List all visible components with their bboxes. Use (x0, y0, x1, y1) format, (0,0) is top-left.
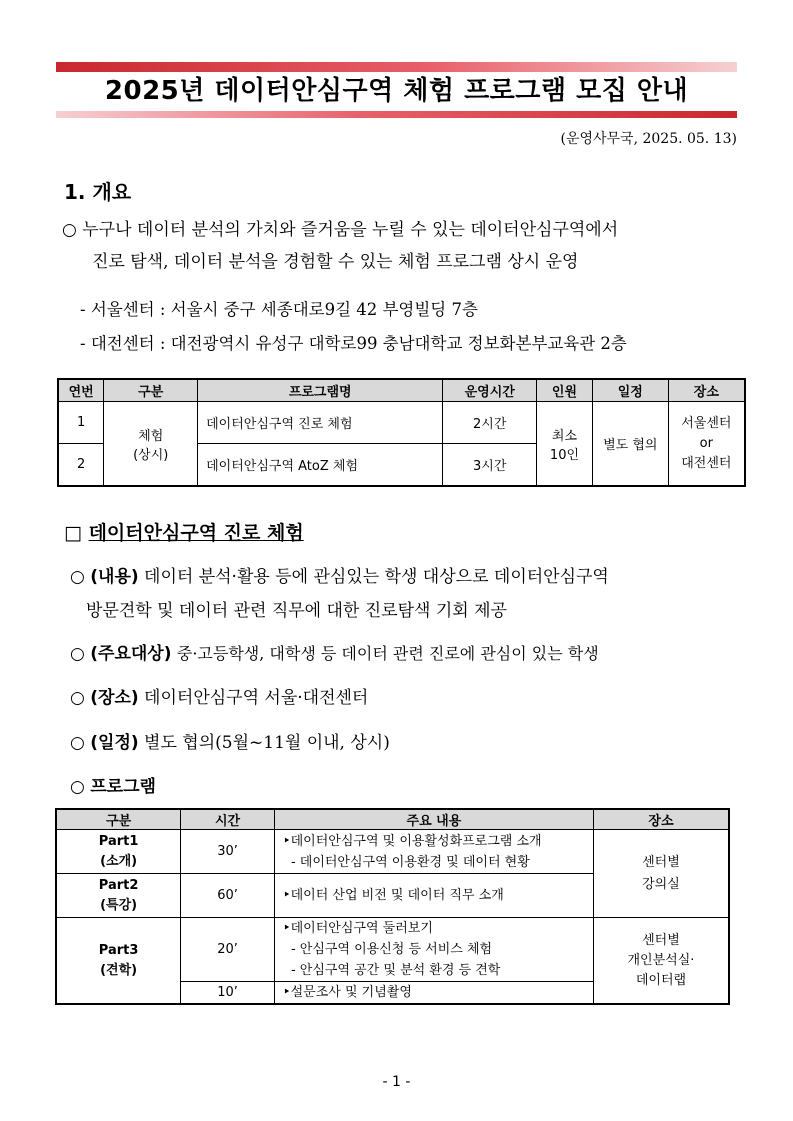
header-part: 구분 (56, 809, 181, 830)
program-duration: 2시간 (443, 402, 537, 444)
place-cell (593, 918, 729, 1005)
part-time: 10’ (181, 982, 275, 1005)
title-top-bar (56, 62, 737, 72)
location-daejeon: - 대전센터 : 대전광역시 유성구 대학로99 충남대학교 정보화본부교육관 2층 (80, 334, 627, 353)
people-min: 최소 (551, 428, 578, 444)
table-row (58, 402, 745, 444)
program-table (57, 378, 746, 487)
box-mark: □ (64, 522, 82, 544)
header-no: 연번 (58, 379, 104, 402)
part-time: 30’ (181, 830, 275, 874)
content-line: ‣데이터안심구역 둘러보기 (282, 921, 433, 936)
table-header-row (56, 809, 729, 830)
people-cell (537, 402, 593, 487)
part-cell (56, 874, 181, 918)
header-content: 주요 내용 (274, 809, 593, 830)
part-time: 60’ (181, 874, 275, 918)
table-row (56, 918, 729, 982)
header-duration: 운영시간 (443, 379, 537, 402)
item-text-1: 데이터안심구역 서울·대전센터 (144, 688, 369, 708)
part-name: Part2 (98, 877, 139, 893)
header-place: 장소 (668, 379, 745, 402)
place-line: 센터별 (642, 932, 680, 948)
place-line: 강의실 (642, 876, 680, 892)
part-sub: (특강) (100, 897, 138, 913)
item-label: (장소) (90, 688, 139, 708)
table-row (56, 830, 729, 874)
place-daejeon: 대전센터 (681, 455, 732, 471)
people-count: 10인 (549, 447, 580, 463)
content-line: ‣데이터 산업 비전 및 데이터 직무 소개 (274, 874, 593, 918)
content-line: ‣설문조사 및 기념촬영 (274, 982, 593, 1005)
part-sub: (소개) (100, 853, 138, 869)
program-name: 데이터안심구역 AtoZ 체험 (198, 444, 443, 487)
place-cell (593, 830, 729, 918)
header-category: 구분 (104, 379, 198, 402)
career-item-target: ○ (주요대상) 중·고등학생, 대학생 등 데이터 관련 진로에 관심이 있는 학생 (70, 644, 599, 664)
part-cell (56, 918, 181, 1005)
content-cell (274, 918, 593, 982)
category-label: 체험 (138, 428, 164, 444)
part-name: Part3 (98, 942, 139, 958)
part-cell (56, 830, 181, 874)
row-no: 2 (58, 444, 104, 487)
header-schedule: 일정 (592, 379, 668, 402)
header-people: 인원 (537, 379, 593, 402)
schedule-table (55, 808, 730, 1005)
career-program-label: ○ 프로그램 (70, 777, 156, 797)
career-item-content: ○ (내용) 데이터 분석·활용 등에 관심있는 학생 대상으로 데이터안심구역 방문견학 및 데이터 관련 직무에 대한 진로탐색 기회 제공 (70, 560, 609, 628)
item-text-1: 별도 협의(5월~11월 이내, 상시) (144, 733, 390, 753)
row-no: 1 (58, 402, 104, 444)
item-label: (주요대상) (90, 644, 172, 664)
part-time: 20’ (181, 918, 275, 982)
place-line: 센터별 (642, 854, 680, 870)
bullet-mark: ○ (62, 220, 77, 240)
part-sub: (견학) (100, 962, 138, 978)
category-cell (104, 402, 198, 487)
overview-paragraph (62, 214, 618, 278)
location-seoul: - 서울센터 : 서울시 중구 세종대로9길 42 부영빌딩 7층 (80, 300, 478, 319)
part-name: Part1 (98, 833, 139, 849)
content-line: - 안심구역 공간 및 분석 환경 등 견학 (290, 963, 501, 978)
header-program-name: 프로그램명 (198, 379, 443, 402)
category-sub: (상시) (133, 447, 169, 463)
section-heading-overview: 1. 개요 (64, 180, 132, 204)
header-place: 장소 (593, 809, 729, 830)
item-label: (내용) (90, 567, 139, 587)
content-cell (274, 830, 593, 874)
item-text-1: 중·고등학생, 대학생 등 데이터 관련 진로에 관심이 있는 학생 (176, 644, 599, 663)
table-header-row (58, 379, 745, 402)
overview-line-1 (62, 214, 618, 246)
header-time: 시간 (181, 809, 275, 830)
dateline: (운영사무국, 2025. 05. 13) (560, 131, 737, 147)
schedule-cell: 별도 협의 (592, 402, 668, 487)
program-name: 데이터안심구역 진로 체험 (198, 402, 443, 444)
item-text-2: 방문견학 및 데이터 관련 직무에 대한 진로탐색 기회 제공 (86, 601, 507, 621)
overview-text-2: 진로 탐색, 데이터 분석을 경험할 수 있는 체험 프로그램 상시 운영 (92, 252, 579, 272)
place-line: 개인분석실· (627, 952, 695, 968)
career-heading: 데이터안심구역 진로 체험 (88, 522, 304, 544)
overview-text-1: 누구나 데이터 분석의 가치와 즐거움을 누릴 수 있는 데이터안심구역에서 (82, 220, 619, 240)
page-number: - 1 - (382, 1074, 411, 1090)
career-item-schedule: ○ (일정) 별도 협의(5월~11월 이내, 상시) (70, 733, 390, 753)
subsection-heading-career (64, 518, 304, 545)
content-line: - 안심구역 이용신청 등 서비스 체험 (290, 942, 493, 957)
place-seoul: 서울센터 (681, 415, 732, 431)
place-cell (668, 402, 745, 487)
place-or: or (699, 435, 713, 451)
program-duration: 3시간 (443, 444, 537, 487)
item-text-1: 데이터 분석·활용 등에 관심있는 학생 대상으로 데이터안심구역 (144, 567, 609, 587)
career-item-place: ○ (장소) 데이터안심구역 서울·대전센터 (70, 688, 369, 708)
title-bottom-bar (56, 111, 737, 118)
content-line: - 데이터안심구역 이용환경 및 데이터 현황 (290, 854, 530, 870)
item-label: (일정) (90, 733, 139, 753)
place-line: 데이터랩 (635, 972, 687, 988)
content-line: ‣데이터안심구역 및 이용활성화프로그램 소개 (282, 833, 542, 849)
page-title: 2025년 데이터안심구역 체험 프로그램 모집 안내 (104, 76, 689, 106)
program-label: 프로그램 (90, 777, 156, 797)
